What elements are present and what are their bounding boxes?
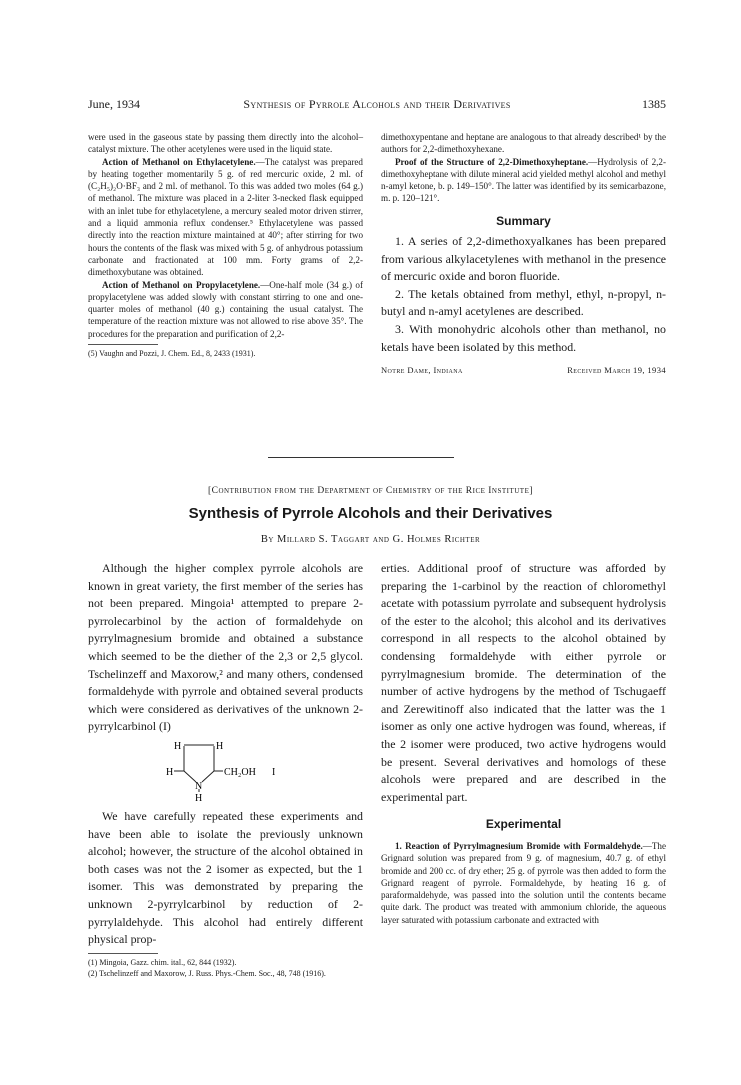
page-number: 1385 — [642, 97, 666, 111]
paragraph — [88, 279, 363, 340]
paragraph — [88, 156, 363, 279]
paragraph: were used in the gaseous state by passing them directly into the alcohol–catalyst mixture. The other acetylenes were used in the liquid state. — [88, 132, 363, 155]
article-divider — [268, 457, 454, 458]
atom-h: H — [174, 740, 182, 752]
article-title: Synthesis of Pyrrole Alcohols and their Derivatives — [188, 505, 553, 522]
paragraph-body: —The catalyst was prepared by heating together momentarily 5 g. of red mercuric oxide, 2 ml. of (C₂H₅)₂O·BF₃ and 2 ml. of methanol. To this was added two moles (64 g.) of methanol. The mixture was placed in a 2-liter 3-necked flask equipped with an inlet tube for ethylacetylene, a mercury sealed motor driven stirrer, and a liquid ammonia reflux condenser.⁵ Ethylacetylene was passed directly into the reaction mixture maintained at 40°; after stirring for two hours the contents of the flask was mixed with 5 g. of anhydrous potassium carbonate and fractionated at 100 mm. Forty grams of 2,2-dimethoxybutane was obtained. — [88, 156, 363, 278]
summary-item: 2. The ketals obtained from methyl, ethyl, n-propyl, n-butyl and n-amyl acetylenes are described. — [381, 286, 666, 319]
article-left-column — [88, 560, 363, 979]
paragraph-heading: Proof of the Structure of 2,2-Dimethoxyheptane. — [395, 156, 589, 167]
paragraph — [381, 156, 666, 205]
paragraph: dimethoxypentane and heptane are analogous to that already described¹ by the authors for 2,2-dimethoxyhexane. — [381, 132, 666, 155]
paragraph-heading: Action of Methanol on Propylacetylene. — [102, 279, 261, 290]
prev-article-left-column — [88, 131, 363, 359]
pyrrole-structure-diagram — [88, 738, 363, 802]
paragraph-body: —One-half mole (34 g.) of propylacetylene was added slowly with constant stirring to one and one-quarter moles of methanol (40 g.) containing the usual catalyst. The temperature of the reaction mixture was not allowed to rise above 35°. The procedures for the preparation and purification of 2,2- — [88, 279, 363, 339]
group-ch2oh: CH₂OH — [224, 766, 256, 778]
summary-item: 3. With monohydric alcohols other than methanol, no ketals have been isolated by this method. — [381, 322, 666, 354]
paragraph: erties. Additional proof of structure was afforded by preparing the 1-carbinol by the reaction of chloromethyl acetate with potassium pyrrolate and subsequent hydrolysis of the ester to the alcohol; this alcohol and its derivatives correspond in all respects to the alcohol obtained by condensing formaldehyde with either pyrrole or pyrrylmagnesium bromide. The determination of the number of active hydrogens by the method of Tschugaeff and Zerewitinoff also indicated that the latter was the 1 isomer as only one active hydrogen was found, whereas, if the 2 isomer were produced, two active hydrogens would be present. Several derivatives and homologs of these alcohols were prepared and are described in the experimental part. — [381, 561, 666, 804]
received-date: Received March 19, 1934 — [567, 365, 666, 376]
paragraph — [381, 840, 666, 926]
paragraph-body: —The Grignard solution was prepared from 9 g. of magnesium, 40.7 g. of ethyl bromide and 200 cc. of dry ether; 25 g. of pyrrole was then added to form the Grignard reagent of pyrrole. Formaldehyde, by heating 16 g. of paraformaldehyde, was passed into the solution until the contents became quite dark. The product was treated with ammonium chloride, the aqueous layer saturated with potassium carbonate and extracted with — [381, 840, 666, 925]
paragraph: Although the higher complex pyrrole alcohols are known in great variety, the first member of the series has not been prepared. Mingoia¹ attempted to prepare 2-pyrrolecarbinol by the action of formaldehyde on pyrrylmagnesium bromide and obtained a substance which seemed to be the diether of the 2,3 or 2,5 glycol. Tschelinzeff and Maxorow,² and many others, condensed formaldehyde with pyrrole and obtained several products which were considered as derivatives of the unknown 2-pyrrylcarbinol (I) — [88, 561, 363, 734]
signature-line — [381, 364, 666, 376]
page-header — [88, 97, 666, 117]
structure-svg — [168, 738, 328, 802]
atom-h: H — [195, 792, 203, 804]
paragraph-heading: Action of Methanol on Ethylacetylene. — [102, 156, 256, 167]
footnote-rule — [88, 344, 158, 345]
footnote-rule — [88, 953, 158, 954]
summary-item: 1. A series of 2,2-dimethoxyalkanes has been prepared from various alkylacetylenes with methanol in the presence of mercuric oxide and boron fluoride. — [381, 234, 666, 284]
paragraph-heading: 1. Reaction of Pyrrylmagnesium Bromide with Formaldehyde. — [395, 840, 643, 851]
contribution-line: [Contribution from the Department of Chemistry of the Rice Institute] — [207, 486, 534, 496]
experimental-heading: Experimental — [485, 817, 562, 832]
footnote: (1) Mingoia, Gazz. chim. ital., 62, 844 (1932). — [88, 957, 237, 967]
paragraph-body: —Hydrolysis of 2,2-dimethoxyheptane with dilute mineral acid yielded methyl alcohol and methyl n-amyl ketone, b. p. 149–150°. The latter was identified by its semicarbazone, m. p. 120–121°. — [381, 156, 666, 204]
running-title: Synthesis of Pyrrole Alcohols and their Derivatives — [243, 97, 511, 111]
footnote: (5) Vaughn and Pozzi, J. Chem. Ed., 8, 2433 (1931). — [88, 349, 256, 359]
footnote: (2) Tschelinzeff and Maxorow, J. Russ. Phys.-Chem. Soc., 48, 748 (1916). — [88, 968, 326, 978]
atom-h: H — [166, 766, 174, 778]
summary-heading: Summary — [496, 213, 551, 228]
summary-list — [381, 233, 666, 356]
location: Notre Dame, Indiana — [381, 365, 463, 376]
paragraph: We have carefully repeated these experiments and have been able to isolate the previously unknown alcohol; however, the structure of the alcohol obtained in both cases was not the 2 isomer as expected, but the 1 isomer. This was demonstrated by preparing the unknown 2-pyrrylcarbinol by reduction of 2-pyrrylaldehyde. This alcohol had entirely different physical prop- — [88, 808, 363, 947]
issue-date: June, 1934 — [88, 97, 140, 111]
article-authors: By Millard S. Taggart and G. Holmes Richter — [260, 534, 481, 545]
article-right-column — [381, 560, 666, 926]
prev-article-right-column — [381, 131, 666, 377]
structure-label: I — [272, 766, 276, 778]
atom-n: N — [195, 780, 203, 792]
atom-h: H — [216, 740, 224, 752]
